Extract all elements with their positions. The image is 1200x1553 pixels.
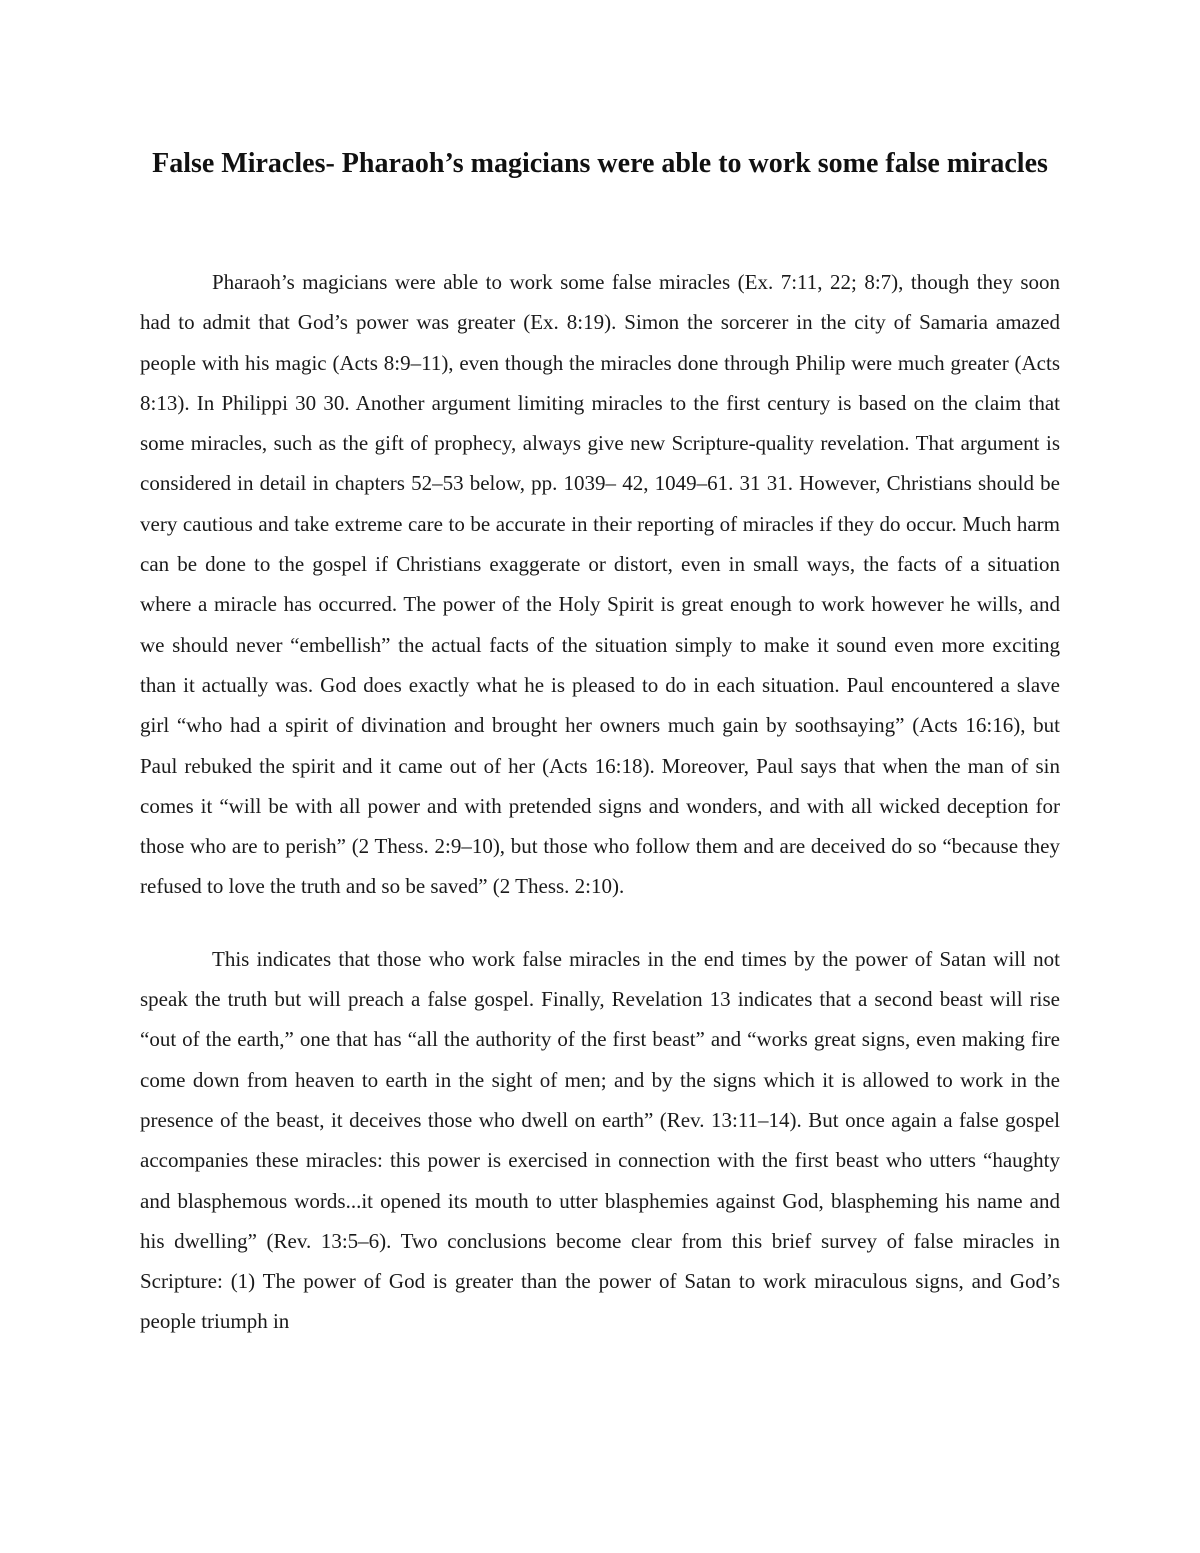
paragraph-2: This indicates that those who work false miracles in the end times by the power of Satan will not speak the truth but will preach a false gospel. Finally, Revelation 13 indicates that a second beast will rise “out of the earth,” one that has “all the authority of the first beast” and “works great signs, even making fire come down from heaven to earth in the sight of men; and by the signs which it is allowed to work in the presence of the beast, it deceives those who dwell on earth” (Rev. 13:11–14). But once again a false gospel accompanies these miracles: this power is exercised in connection with the first beast who utters “haughty and blasphemous words...it opened its mouth to utter blasphemies against God, blaspheming his name and his dwelling” (Rev. 13:5–6). Two conclusions become clear from this brief survey of false miracles in Scripture: (1) The power of God is greater than the power of Satan to work miraculous signs, and God’s people triumph in [140,946,1060,1334]
document-title: False Miracles- Pharaoh’s magicians were able to work some false miracles [152,148,1048,179]
document-body [140,262,1060,1342]
paragraph-1: Pharaoh’s magicians were able to work some false miracles (Ex. 7:11, 22; 8:7), though they soon had to admit that God’s power was greater (Ex. 8:19). Simon the sorcerer in the city of Samaria amazed people with his magic (Acts 8:9–11), even though the miracles done through Philip were much greater (Acts 8:13). In Philippi 30 30. Another argument limiting miracles to the first century is based on the claim that some miracles, such as the gift of prophecy, always give new Scripture-quality revelation. That argument is considered in detail in chapters 52–53 below, pp. 1039– 42, 1049–61. 31 31. However, Christians should be very cautious and take extreme care to be accurate in their reporting of miracles if they do occur. Much harm can be done to the gospel if Christians exaggerate or distort, even in small ways, the facts of a situation where a miracle has occurred. The power of the Holy Spirit is great enough to work however he wills, and we should never “embellish” the actual facts of the situation simply to make it sound even more exciting than it actually was. God does exactly what he is pleased to do in each situation. Paul encountered a slave girl “who had a spirit of divination and brought her owners much gain by soothsaying” (Acts 16:16), but Paul rebuked the spirit and it came out of her (Acts 16:18). Moreover, Paul says that when the man of sin comes it “will be with all power and with pretended signs and wonders, and with all wicked deception for those who are to perish” (2 Thess. 2:9–10), but those who follow them and are deceived do so “because they refused to love the truth and so be saved” (2 Thess. 2:10). [140,270,1060,899]
